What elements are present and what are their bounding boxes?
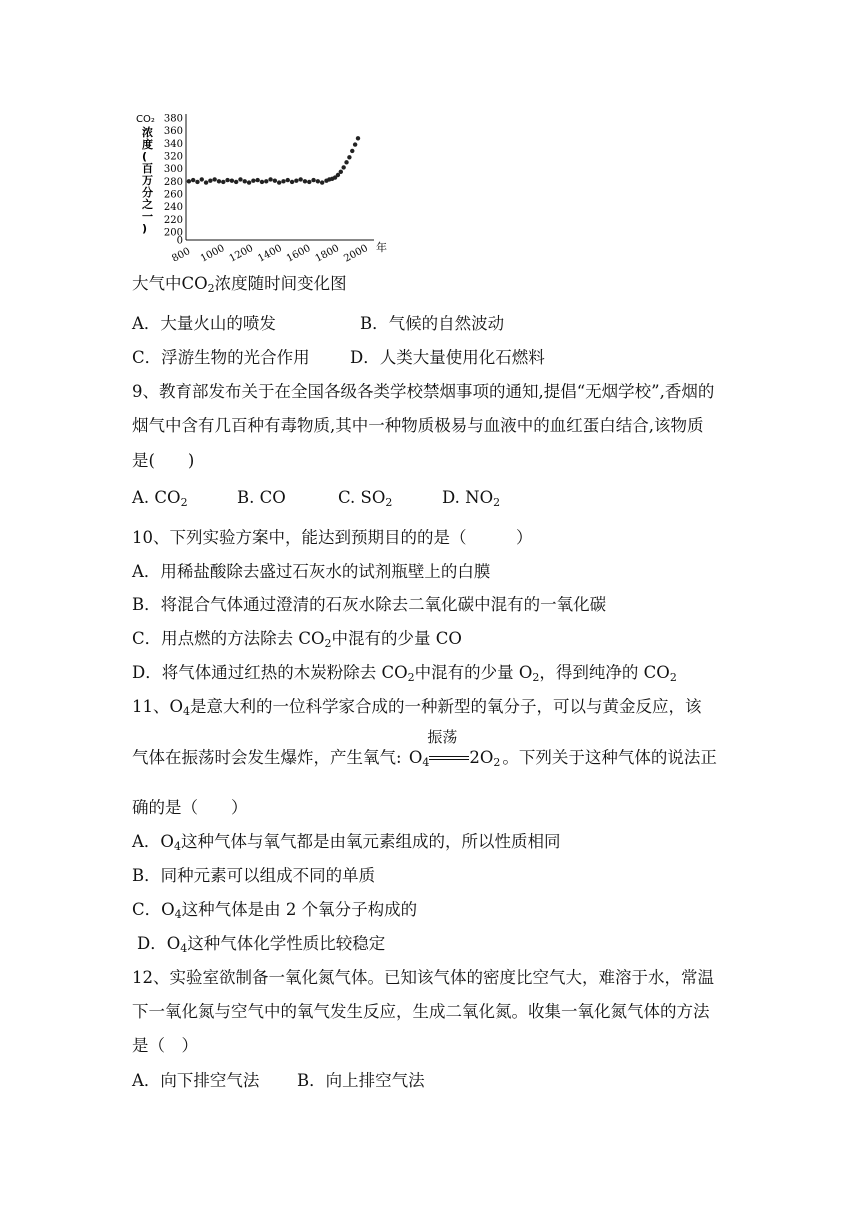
data-point xyxy=(356,136,360,140)
q10-option-c[interactable]: C．用点燃的方法除去 $CO_2$中混有的少量 CO xyxy=(132,629,462,650)
data-point xyxy=(187,179,191,183)
y-tick-label: 200 xyxy=(163,227,183,239)
y-label-char: ) xyxy=(142,222,148,235)
q10-option-a[interactable]: A．用稀盐酸除去盛过石灰水的试剂瓶壁上的白膜 xyxy=(132,562,491,581)
y-tick-label: 300 xyxy=(163,164,183,176)
data-point xyxy=(290,180,294,184)
q9-option-b[interactable]: B. CO xyxy=(237,488,286,507)
q12-line-1: 12、实验室欲制备一氧化氮气体。已知该气体的密度比空气大，难溶于水，常温 xyxy=(132,968,714,987)
co2-chart xyxy=(128,108,398,268)
data-point xyxy=(260,180,264,184)
data-point xyxy=(281,179,285,183)
y-tick-label: 380 xyxy=(163,113,183,125)
q9-line-2: 烟气中含有几百种有毒物质,其中一种物质极易与血液中的血红蛋白结合,该物质 xyxy=(132,416,704,435)
data-point xyxy=(307,180,311,184)
data-point xyxy=(191,178,195,182)
y-tick-label: 280 xyxy=(163,176,183,188)
y-tick-label: 240 xyxy=(163,202,183,214)
equation-arrow xyxy=(427,727,469,764)
data-points xyxy=(187,136,361,185)
y-label-char: 万 xyxy=(142,174,153,187)
q10-option-b[interactable]: B．将混合气体通过澄清的石灰水除去二氧化碳中混有的一氧化碳 xyxy=(132,595,607,614)
data-point xyxy=(341,165,345,169)
q12-line-3: 是（ ） xyxy=(132,1036,198,1055)
data-point xyxy=(347,155,351,159)
data-point xyxy=(273,179,277,183)
data-point xyxy=(212,177,216,181)
y-label-char: 百 xyxy=(142,162,153,175)
q11-option-b[interactable]: B．同种元素可以组成不同的单质 xyxy=(132,866,376,885)
q8-option-b[interactable]: B．气候的自然波动 xyxy=(360,314,505,333)
reaction-equation: $O_4$ 振荡 $2O_2$ xyxy=(408,727,501,769)
data-point xyxy=(221,180,225,184)
data-point xyxy=(238,177,242,181)
q8-option-d[interactable]: D．人类大量使用化石燃料 xyxy=(350,348,545,367)
data-point xyxy=(255,178,259,182)
q9-line-3: 是( ) xyxy=(132,451,195,470)
q12-option-a[interactable]: A．向下排空气法 xyxy=(132,1071,260,1090)
equation-condition: 振荡 xyxy=(427,727,458,746)
data-point xyxy=(195,180,199,184)
x-tick-label: 800 xyxy=(170,245,193,265)
x-tick-label: 1000 xyxy=(198,242,227,265)
data-point xyxy=(298,177,302,181)
q12-line-2: 下一氧化氮与空气中的氧气发生反应，生成二氧化氮。收集一氧化氮气体的方法 xyxy=(132,1002,710,1021)
q11-line-3: 确的是（ ） xyxy=(132,798,248,817)
q9-option-d[interactable]: D. $NO_2$ xyxy=(442,488,501,509)
q12-option-b[interactable]: B．向上排空气法 xyxy=(297,1071,425,1090)
q10-line-1: 10、下列实验方案中，能达到预期目的的是（ ） xyxy=(132,528,533,547)
q11-option-d[interactable]: D．$O_4$这种气体化学性质比较稳定 xyxy=(137,934,386,955)
data-point xyxy=(316,179,320,183)
data-point xyxy=(204,180,208,184)
x-axis-ticks xyxy=(170,243,370,265)
x-tick-label: 1400 xyxy=(256,242,284,265)
y-label-char: 之 xyxy=(142,198,153,211)
data-point xyxy=(339,170,343,174)
data-point xyxy=(225,178,229,182)
q8-option-a[interactable]: A．大量火山的喷发 xyxy=(132,314,276,333)
q11-line-1: 11、$O_4$是意大利的一位科学家合成的一种新型的氧分子，可以与黄金反应，该 xyxy=(132,697,702,718)
data-point xyxy=(208,179,212,183)
q9-option-c[interactable]: C. $SO_2$ xyxy=(338,488,393,509)
y-axis-ticks xyxy=(164,114,183,247)
chart-caption: 大气中$CO_2$浓度随时间变化图 xyxy=(132,274,347,295)
y-label-char: 浓 xyxy=(142,126,153,139)
data-point xyxy=(320,180,324,184)
q11-option-c[interactable]: C．$O_4$这种气体是由 2 个氧分子构成的 xyxy=(132,900,418,921)
y-tick-label: 260 xyxy=(163,189,183,201)
x-axis-label: 年 xyxy=(376,241,387,254)
data-point xyxy=(217,179,221,183)
data-point xyxy=(230,179,234,183)
q9-line-1: 9、教育部发布关于在全国各级各类学校禁烟事项的通知,提倡“无烟学校”,香烟的 xyxy=(132,382,715,401)
data-point xyxy=(344,160,348,164)
y-label-char: 一 xyxy=(142,210,153,223)
x-tick-label: 2000 xyxy=(342,242,370,265)
q11-line-2: 气体在振荡时会发生爆炸，产生氧气: $O_4$ 振荡 $2O_2$ 。下列关于这种气体的说法正 xyxy=(132,727,717,769)
x-tick-label: 1600 xyxy=(284,242,313,265)
y-tick-label: 0 xyxy=(176,235,183,247)
data-point xyxy=(303,179,307,183)
data-point xyxy=(247,180,251,184)
q9-option-a[interactable]: A. $CO_2$ xyxy=(132,488,188,509)
y-tick-label: 220 xyxy=(163,214,183,226)
data-point xyxy=(311,178,315,182)
y-label-char: ( xyxy=(142,150,148,163)
data-point xyxy=(251,179,255,183)
data-point xyxy=(277,180,281,184)
data-point xyxy=(200,177,204,181)
data-point xyxy=(234,180,238,184)
y-tick-label: 360 xyxy=(163,126,183,138)
data-point xyxy=(268,177,272,181)
x-tick-label: 1200 xyxy=(227,242,256,265)
q10-option-d[interactable]: D．将气体通过红热的木炭粉除去 $CO_2$中混有的少量 $O_2$，得到纯净的 $CO_2$ xyxy=(132,663,677,684)
data-point xyxy=(286,178,290,182)
data-point xyxy=(350,149,354,153)
x-tick-label: 1800 xyxy=(313,242,342,265)
q8-option-c[interactable]: C．浮游生物的光合作用 xyxy=(132,348,310,367)
data-point xyxy=(243,179,247,183)
y-axis-label xyxy=(142,125,153,235)
y-tick-label: 340 xyxy=(163,138,183,150)
data-point xyxy=(353,142,357,146)
data-point xyxy=(264,179,268,183)
y-label-char: 分 xyxy=(142,186,153,199)
y-label-co2: CO₂ xyxy=(136,114,155,125)
data-point xyxy=(294,179,298,183)
y-tick-label: 320 xyxy=(163,151,183,163)
q11-option-a[interactable]: A．$O_4$这种气体与氧气都是由氧元素组成的，所以性质相同 xyxy=(132,832,561,853)
y-label-char: 度 xyxy=(142,138,153,151)
